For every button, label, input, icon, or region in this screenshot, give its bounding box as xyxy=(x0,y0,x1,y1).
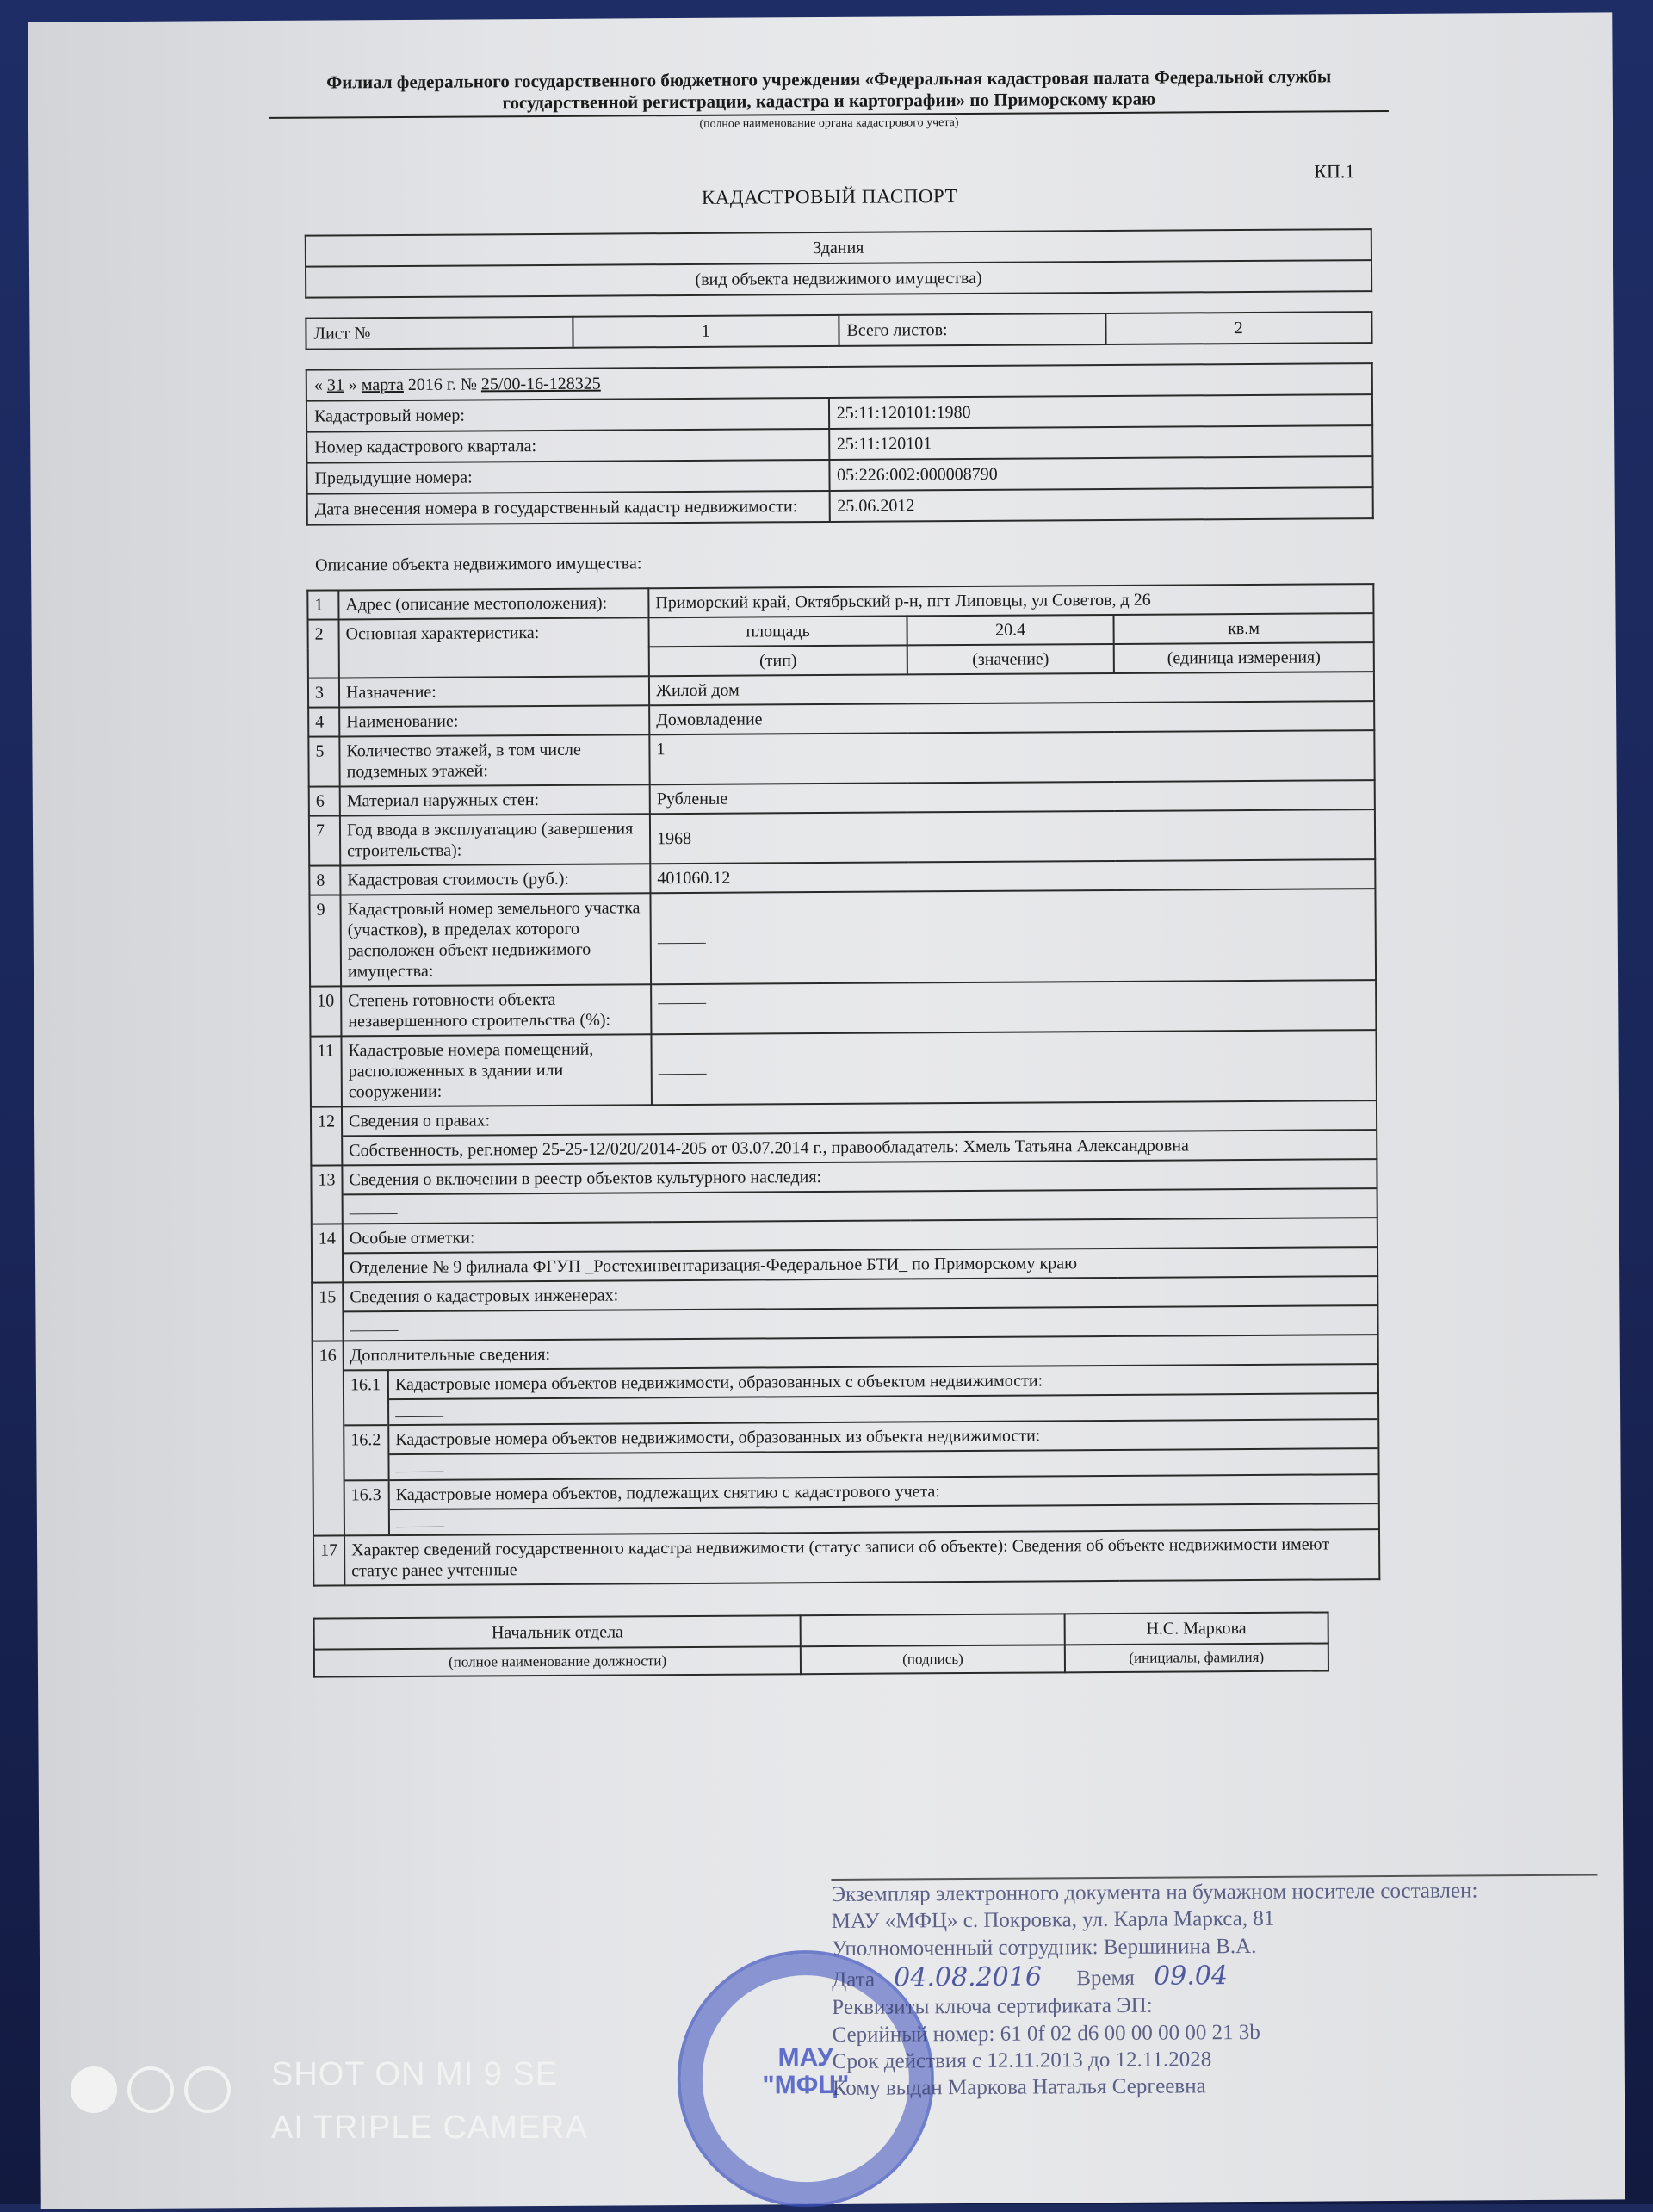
additional-info-cell xyxy=(344,1335,1379,1535)
rights-cell xyxy=(342,1100,1377,1165)
cadastral-value-value: 401060.12 xyxy=(650,859,1375,893)
stamp-line: МАУ «МФЦ» с. Покровка, ул. Карла Маркса, 81 xyxy=(831,1907,1275,1934)
table-row xyxy=(310,980,1376,1037)
total-sheets-label: Всего листов: xyxy=(839,313,1105,346)
seal-line: МАУ xyxy=(777,2042,833,2073)
empty-dash xyxy=(658,933,706,944)
empty-dash xyxy=(659,1063,707,1075)
address-value: Приморский край, Октябрьский р-н, пгт Липовцы, ул Советов, д 26 xyxy=(648,584,1373,617)
cadastral-number-label: Кадастровый номер: xyxy=(306,398,829,432)
table-row xyxy=(312,1276,1378,1341)
table-row xyxy=(310,1030,1376,1107)
row-number: 2 xyxy=(308,619,339,678)
row-number: 15 xyxy=(312,1282,343,1341)
name-hint: (инициалы, фамилия) xyxy=(1064,1643,1328,1672)
premises-label: Кадастровые номера помещений, расположенных в здании или сооружении: xyxy=(341,1034,651,1106)
table-row xyxy=(309,889,1376,987)
description-section-label: Описание объекта недвижимого имущества: xyxy=(315,554,642,575)
row-number: 17 xyxy=(313,1535,344,1585)
time-label: Время xyxy=(1076,1966,1135,1990)
organization-name: Филиал федерального государственного бюджетного учреждения «Федеральная кадастровая палата Федеральной службы государственной регистрации, кадастра и картографии» по Приморскому краю xyxy=(269,65,1389,119)
formed-from-label: Кадастровые номера объектов недвижимости, образованных из объекта недвижимости: xyxy=(395,1426,1041,1449)
object-kind-table xyxy=(305,228,1372,299)
cadastral-value-label: Кадастровая стоимость (руб.): xyxy=(340,864,650,895)
entry-date-value: 25.06.2012 xyxy=(829,487,1373,522)
main-characteristic-label: Основная характеристика: xyxy=(339,617,649,678)
row-number: 13 xyxy=(311,1165,342,1224)
signature-hint: (подпись) xyxy=(801,1645,1064,1674)
signatory-position: Начальник отдела xyxy=(314,1615,802,1649)
sheet-label: Лист № xyxy=(306,317,573,350)
sub-row-cell xyxy=(388,1419,1378,1480)
to-remove-label: Кадастровые номера объектов, подлежащих снятию с кадастрового учета: xyxy=(395,1481,940,1504)
watermark-line: AI TRIPLE CAMERA xyxy=(271,2110,588,2146)
empty-dash xyxy=(395,1405,443,1416)
stamp-line: Реквизиты ключа сертификата ЭП: xyxy=(832,1993,1153,2020)
sheet-value: 1 xyxy=(573,315,839,348)
row-number: 3 xyxy=(308,678,339,707)
special-marks-label: Особые отметки: xyxy=(349,1228,475,1249)
stamp-line: Уполномоченный сотрудник: Вершинина В.А. xyxy=(831,1934,1257,1961)
additional-info-label: Дополнительные сведения: xyxy=(350,1344,551,1366)
characteristic-value: 20.4 xyxy=(907,615,1113,645)
row-number: 4 xyxy=(308,707,339,736)
land-plot-label: Кадастровый номер земельного участка (участков), в пределах которого расположен объект недвижимого имущества: xyxy=(340,893,651,986)
sub-row-number: 16.3 xyxy=(345,1480,389,1534)
record-status-label: Характер сведений государственного кадастра недвижимости (статус записи об объекте): Сведения об объекте недвижимости имеют статус ранее учтенные xyxy=(344,1529,1379,1585)
purpose-label: Назначение: xyxy=(339,676,649,707)
row-number: 6 xyxy=(309,786,340,815)
camera-watermark xyxy=(271,2048,588,2154)
table-row xyxy=(311,1159,1377,1224)
premises-value xyxy=(651,1030,1376,1105)
sub-row-cell xyxy=(388,1364,1378,1425)
row-number: 7 xyxy=(309,815,340,865)
table-row xyxy=(313,1335,1379,1536)
dot-icon xyxy=(71,2066,117,2113)
stamp-line: Экземпляр электронного документа на бумажном носителе составлен: xyxy=(831,1879,1478,1906)
previous-numbers-label: Предыдущие номера: xyxy=(306,460,829,494)
row-number: 5 xyxy=(308,736,339,786)
readiness-label: Степень готовности объекта незавершенного строительства (%): xyxy=(341,984,651,1036)
empty-dash xyxy=(350,1320,398,1331)
name-value: Домовладение xyxy=(649,701,1374,734)
stamp-line: Срок действия с 12.11.2013 до 12.11.2028 xyxy=(832,2048,1212,2073)
passport-sheet xyxy=(269,65,1398,1678)
watermark-line: SHOT ON MI 9 SE xyxy=(271,2056,559,2092)
seal-line: "МФЦ" xyxy=(762,2070,850,2099)
entry-date-label: Дата внесения номера в государственный кадастр недвижимости: xyxy=(307,491,830,525)
type-hint: (тип) xyxy=(649,645,907,676)
wall-material-value: Рубленые xyxy=(650,780,1375,814)
rights-value: Собственность, рег.номер 25-25-12/020/2014-205 от 03.07.2014 г., правообладатель: Хмель Татьяна Александровна xyxy=(343,1129,1376,1164)
handwritten-date: 04.08.2016 xyxy=(894,1961,1043,1993)
registration-month: марта xyxy=(361,375,404,395)
row-number: 16 xyxy=(313,1341,344,1535)
signatory-name: Н.С. Маркова xyxy=(1064,1612,1328,1645)
position-hint: (полное наименование должности) xyxy=(314,1646,802,1677)
document-page xyxy=(28,12,1625,2209)
engineers-label: Сведения о кадастровых инженерах: xyxy=(350,1286,619,1307)
row-number: 12 xyxy=(311,1106,342,1165)
object-kind-hint: (вид объекта недвижимого имущества) xyxy=(306,260,1371,298)
characteristic-unit: кв.м xyxy=(1113,613,1373,644)
organization-hint: (полное наименование органа кадастрового учета) xyxy=(699,116,959,132)
address-label: Адрес (описание местоположения): xyxy=(338,588,648,619)
unit-hint: (единица измерения) xyxy=(1114,642,1374,673)
row-number: 11 xyxy=(310,1036,342,1106)
name-label: Наименование: xyxy=(339,705,649,736)
empty-dash xyxy=(658,993,706,1004)
table-row xyxy=(313,1529,1379,1586)
engineers-cell xyxy=(343,1276,1378,1341)
sub-row-number: 16.2 xyxy=(344,1425,388,1480)
stamp-line: Кому выдан Маркова Наталья Сергеевна xyxy=(832,2074,1206,2100)
row-number: 8 xyxy=(309,865,340,895)
registration-day: 31 xyxy=(326,375,344,395)
table-row xyxy=(308,730,1374,787)
wall-material-label: Материал наружных стен: xyxy=(340,784,650,815)
additional-info-subtable xyxy=(344,1363,1378,1534)
land-plot-value xyxy=(650,889,1376,984)
camera-watermark-dots xyxy=(71,2066,231,2113)
empty-dash xyxy=(396,1515,444,1527)
characteristic-type: площадь xyxy=(648,616,907,647)
value-hint: (значение) xyxy=(907,644,1114,674)
row-number: 9 xyxy=(309,895,341,986)
date-label: Дата xyxy=(832,1967,876,1992)
formed-with-label: Кадастровые номера объектов недвижимости, образованных с объектом недвижимости: xyxy=(394,1371,1043,1394)
row-number: 10 xyxy=(310,986,341,1036)
purpose-value: Жилой дом xyxy=(649,672,1374,705)
quote-close: » xyxy=(348,375,357,395)
table-row xyxy=(312,1218,1378,1283)
heritage-label: Сведения о включении в реестр объектов культурного наследия: xyxy=(349,1167,822,1190)
sub-row-cell xyxy=(389,1474,1378,1534)
form-code: КП.1 xyxy=(1314,160,1355,183)
dot-icon xyxy=(184,2066,231,2113)
special-marks-cell xyxy=(343,1218,1378,1282)
row-number: 1 xyxy=(307,590,338,619)
document-title: КАДАСТРОВЫЙ ПАСПОРТ xyxy=(701,185,958,209)
empty-dash xyxy=(395,1460,443,1472)
signature-field xyxy=(801,1614,1064,1646)
rights-label: Сведения о правах: xyxy=(348,1111,491,1131)
signature-table xyxy=(313,1611,1329,1678)
cadastral-number-value: 25:11:120101:1980 xyxy=(829,394,1373,429)
empty-dash xyxy=(350,1203,398,1214)
commission-year-value: 1968 xyxy=(650,809,1375,864)
table-row xyxy=(311,1100,1377,1166)
floors-label: Количество этажей, в том числе подземных этажей: xyxy=(339,734,649,786)
registration-number: 25/00-16-128325 xyxy=(480,374,601,394)
table-row xyxy=(309,809,1375,866)
object-kind-value: Здания xyxy=(306,229,1371,267)
sub-row-number: 16.1 xyxy=(344,1370,388,1425)
cadastral-quarter-label: Номер кадастрового квартала: xyxy=(306,429,829,463)
registration-year: 2016 г. № xyxy=(407,375,477,394)
heritage-cell xyxy=(342,1159,1377,1224)
commission-year-label: Год ввода в эксплуатацию (завершения строительства): xyxy=(340,814,650,865)
registration-table xyxy=(306,362,1374,526)
description-table xyxy=(306,583,1380,1587)
total-sheets-value: 2 xyxy=(1105,312,1372,344)
quote-open: « xyxy=(313,375,323,395)
stamp-line: Серийный номер: 61 0f 02 d6 00 00 00 00 21 3b xyxy=(832,2020,1260,2047)
stamp-date-line xyxy=(832,1957,1607,1994)
floors-value: 1 xyxy=(649,730,1374,784)
special-marks-value: Отделение № 9 филиала ФГУП _Ростехинвентаризация-Федеральное БТИ_ по Приморскому краю xyxy=(344,1246,1377,1281)
row-number: 14 xyxy=(312,1224,343,1282)
dot-icon xyxy=(127,2066,174,2113)
certification-stamp xyxy=(831,1876,1607,2102)
cadastral-quarter-value: 25:11:120101 xyxy=(829,425,1373,460)
previous-numbers-value: 05:226:002:000008790 xyxy=(829,456,1373,491)
sheets-table xyxy=(305,311,1372,350)
handwritten-time: 09.04 xyxy=(1154,1960,1229,1992)
readiness-value xyxy=(651,980,1376,1034)
